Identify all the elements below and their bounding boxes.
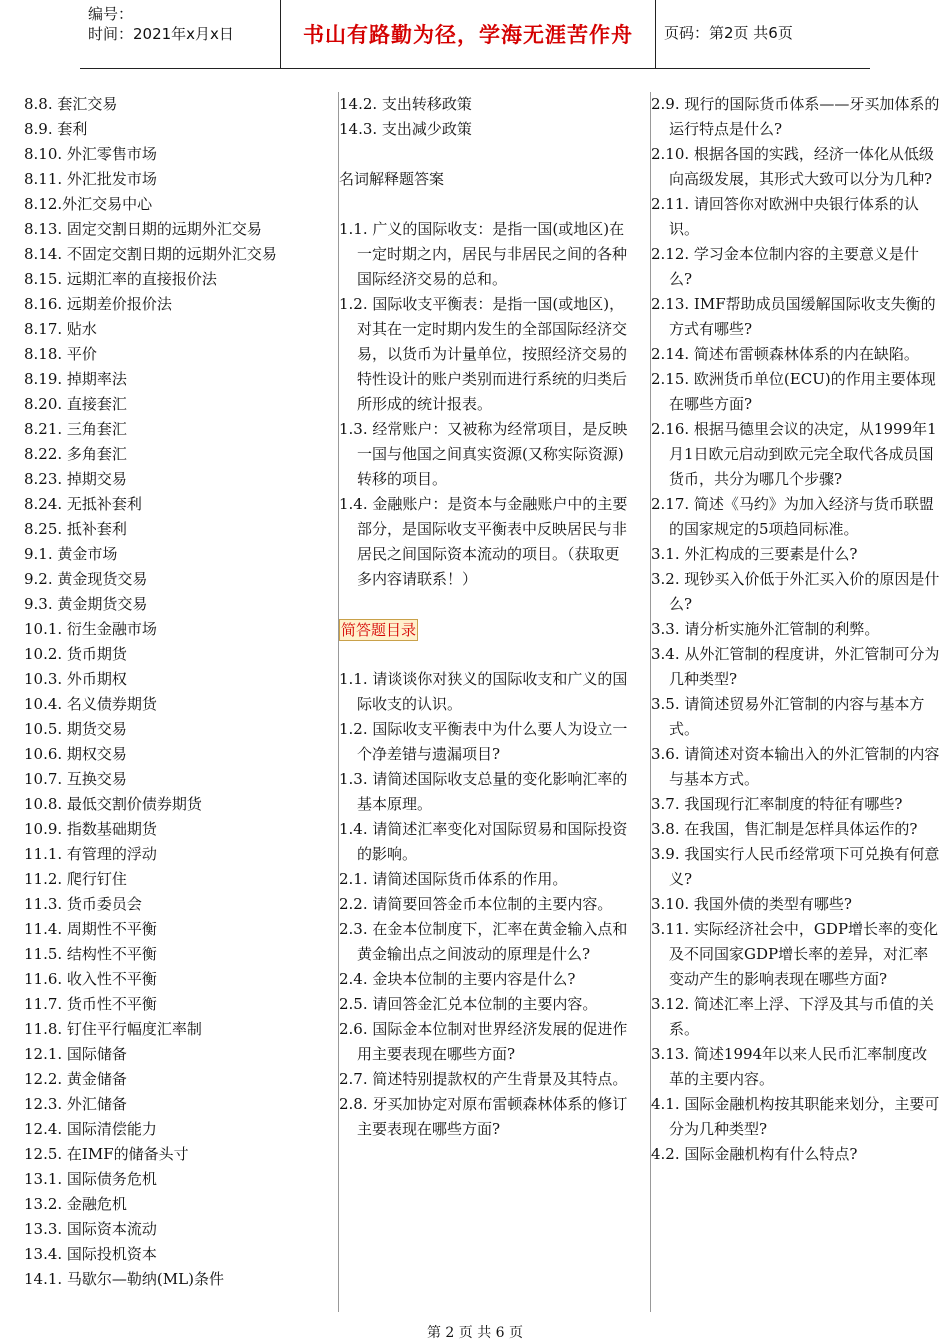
answers-list <box>339 217 629 592</box>
list-item: 14.3. 支出减少政策 <box>339 120 472 138</box>
list-item: 2.7. 简述特别提款权的产生背景及其特点。 <box>339 1070 628 1088</box>
list-item: 11.3. 货币委员会 <box>24 895 142 913</box>
list-item: 2.10. 根据各国的实践，经济一体化从低级向高级发展，其形式大致可以分为几种? <box>651 145 934 188</box>
list-item: 3.2. 现钞买入价低于外汇买入价的原因是什么? <box>651 570 940 613</box>
list-item: 2.4. 金块本位制的主要内容是什么? <box>339 970 576 988</box>
list-item: 1.4. 请简述汇率变化对国际贸易和国际投资的影响。 <box>339 820 628 863</box>
list-item: 14.2. 支出转移政策 <box>339 95 472 113</box>
list-item: 1.1. 请谈谈你对狭义的国际收支和广义的国际收支的认识。 <box>339 670 628 713</box>
number-label: 编号： <box>88 5 134 23</box>
list-item: 8.18. 平价 <box>24 345 97 363</box>
column-2 <box>338 92 629 1312</box>
short-answer-list <box>339 667 629 1142</box>
list-item: 8.24. 无抵补套利 <box>24 495 142 513</box>
list-item: 11.4. 周期性不平衡 <box>24 920 157 938</box>
list-item: 3.6. 请简述对资本输出入的外汇管制的内容与基本方式。 <box>651 745 940 788</box>
list-item: 14.1. 马歇尔—勒纳(ML)条件 <box>24 1270 224 1288</box>
list-item: 2.8. 牙买加协定对原布雷顿森林体系的修订主要表现在哪些方面? <box>339 1095 628 1138</box>
page-indicator: 页码：第2页 共6页 <box>664 24 793 42</box>
column-3 <box>650 92 941 1312</box>
list-item: 13.4. 国际投机资本 <box>24 1245 157 1263</box>
list-item: 2.13. IMF帮助成员国缓解国际收支失衡的方式有哪些? <box>651 295 936 338</box>
list-item: 8.12.外汇交易中心 <box>24 195 153 213</box>
list-item: 1.3. 请简述国际收支总量的变化影响汇率的基本原理。 <box>339 770 628 813</box>
list-item: 10.1. 衍生金融市场 <box>24 620 157 638</box>
list-item: 3.7. 我国现行汇率制度的特征有哪些? <box>651 795 903 813</box>
list-item: 8.21. 三角套汇 <box>24 420 127 438</box>
list-item: 2.6. 国际金本位制对世界经济发展的促进作用主要表现在哪些方面? <box>339 1020 628 1063</box>
list-item: 3.9. 我国实行人民币经常项下可兑换有何意义? <box>651 845 940 888</box>
list-item: 2.3. 在金本位制度下，汇率在黄金输入点和黄金输出点之间波动的原理是什么? <box>339 920 628 963</box>
list-item: 8.23. 掉期交易 <box>24 470 127 488</box>
list-item: 8.19. 掉期率法 <box>24 370 127 388</box>
list-item: 11.2. 爬行钉住 <box>24 870 127 888</box>
list-item: 4.2. 国际金融机构有什么特点? <box>651 1145 858 1163</box>
list-item: 3.12. 简述汇率上浮、下浮及其与币值的关系。 <box>651 995 934 1038</box>
list-item: 3.13. 简述1994年以来人民币汇率制度改革的主要内容。 <box>651 1045 928 1088</box>
list-item: 1.3. 经常账户：又被称为经常项目，是反映一国与他国之间真实资源(又称实际资源)转移的项目。 <box>339 420 628 488</box>
page-footer: 第 2 页 共 6 页 <box>426 1325 524 1341</box>
question-list <box>651 92 941 1167</box>
list-item: 3.1. 外汇构成的三要素是什么? <box>651 545 858 563</box>
list-item: 13.2. 金融危机 <box>24 1195 127 1213</box>
list-item: 8.11. 外汇批发市场 <box>24 170 157 188</box>
list-item: 8.20. 直接套汇 <box>24 395 127 413</box>
list-item: 11.7. 货币性不平衡 <box>24 995 157 1013</box>
list-item: 10.8. 最低交割价债券期货 <box>24 795 202 813</box>
list-item: 8.9. 套利 <box>24 120 88 138</box>
list-item: 2.14. 简述布雷顿森林体系的内在缺陷。 <box>651 345 919 363</box>
list-item: 1.1. 广义的国际收支：是指一国(或地区)在一定时期之内，居民与非居民之间的各种国际经济交易的总和。 <box>339 220 628 288</box>
list-item: 2.16. 根据马德里会议的决定，从1999年1月1日欧元启动到欧元完全取代各成员国货币，共分为哪几个步骤? <box>651 420 937 488</box>
list-item: 10.3. 外币期权 <box>24 670 127 688</box>
list-item: 8.22. 多角套汇 <box>24 445 127 463</box>
list-item: 11.1. 有管理的浮动 <box>24 845 157 863</box>
list-item: 8.17. 贴水 <box>24 320 97 338</box>
list-item: 10.6. 期权交易 <box>24 745 127 763</box>
list-item: 3.11. 实际经济社会中，GDP增长率的变化及不同国家GDP增长率的差异，对汇率变动产生的影响表现在哪些方面? <box>651 920 939 988</box>
list-item: 11.6. 收入性不平衡 <box>24 970 157 988</box>
list-item: 10.2. 货币期货 <box>24 645 127 663</box>
list-item: 1.2. 国际收支平衡表中为什么要人为设立一个净差错与遗漏项目? <box>339 720 628 763</box>
list-item: 8.25. 抵补套利 <box>24 520 127 538</box>
list-item: 8.14. 不固定交割日期的远期外汇交易 <box>24 245 277 263</box>
list-item: 2.1. 请简述国际货币体系的作用。 <box>339 870 568 888</box>
list-item: 8.10. 外汇零售市场 <box>24 145 157 163</box>
list-item: 10.9. 指数基础期货 <box>24 820 157 838</box>
list-item: 9.3. 黄金期货交易 <box>24 595 148 613</box>
list-item: 8.8. 套汇交易 <box>24 95 118 113</box>
list-item: 2.17. 简述《马约》为加入经济与货币联盟的国家规定的5项趋同标准。 <box>651 495 934 538</box>
motto: 书山有路勤为径，学海无涯苦作舟 <box>280 0 656 68</box>
list-item: 2.2. 请简要回答金币本位制的主要内容。 <box>339 895 613 913</box>
list-item: 3.4. 从外汇管制的程度讲，外汇管制可分为几种类型? <box>651 645 940 688</box>
list-item: 3.10. 我国外债的类型有哪些? <box>651 895 852 913</box>
list-item: 3.5. 请简述贸易外汇管制的内容与基本方式。 <box>651 695 925 738</box>
term-list-continued <box>339 92 629 142</box>
list-item: 2.12. 学习金本位制内容的主要意义是什么? <box>651 245 919 288</box>
list-item: 8.15. 远期汇率的直接报价法 <box>24 270 217 288</box>
list-item: 2.9. 现行的国际货币体系——牙买加体系的运行特点是什么? <box>651 95 940 138</box>
column-1 <box>24 92 314 1292</box>
list-item: 3.3. 请分析实施外汇管制的利弊。 <box>651 620 880 638</box>
term-list <box>24 92 314 1292</box>
list-item: 12.5. 在IMF的储备头寸 <box>24 1145 189 1163</box>
list-item: 13.1. 国际债务危机 <box>24 1170 157 1188</box>
list-item: 2.5. 请回答金汇兑本位制的主要内容。 <box>339 995 598 1013</box>
list-item: 8.13. 固定交割日期的远期外汇交易 <box>24 220 262 238</box>
list-item: 8.16. 远期差价报价法 <box>24 295 172 313</box>
list-item: 12.4. 国际清偿能力 <box>24 1120 157 1138</box>
list-item: 2.11. 请回答你对欧洲中央银行体系的认识。 <box>651 195 919 238</box>
list-item: 12.3. 外汇储备 <box>24 1095 127 1113</box>
list-item: 10.7. 互换交易 <box>24 770 127 788</box>
list-item: 11.5. 结构性不平衡 <box>24 945 157 963</box>
time-label: 时间：2021年x月x日 <box>88 25 234 43</box>
list-item: 10.4. 名义债券期货 <box>24 695 157 713</box>
page-header <box>80 0 870 69</box>
list-item: 13.3. 国际资本流动 <box>24 1220 157 1238</box>
list-item: 11.8. 钉住平行幅度汇率制 <box>24 1020 202 1038</box>
list-item: 2.15. 欧洲货币单位(ECU)的作用主要体现在哪些方面? <box>651 370 936 413</box>
list-item: 3.8. 在我国，售汇制是怎样具体运作的? <box>651 820 918 838</box>
list-item: 12.1. 国际储备 <box>24 1045 127 1063</box>
short-answer-heading[interactable]: 简答题目录 <box>341 621 417 639</box>
list-item: 1.4. 金融账户：是资本与金融账户中的主要部分，是国际收支平衡表中反映居民与非居民之间国际资本流动的项目。（获取更多内容请联系！） <box>339 495 628 588</box>
list-item: 1.2. 国际收支平衡表：是指一国(或地区)，对其在一定时期内发生的全部国际经济交易，以货币为计量单位，按照经济交易的特性设计的账户类别而进行系统的归类后所形成的统计报表。 <box>339 295 628 413</box>
list-item: 9.1. 黄金市场 <box>24 545 118 563</box>
answers-heading: 名词解释题答案 <box>339 170 445 188</box>
list-item: 9.2. 黄金现货交易 <box>24 570 148 588</box>
list-item: 4.1. 国际金融机构按其职能来划分，主要可分为几种类型? <box>651 1095 940 1138</box>
header-meta <box>88 4 234 44</box>
list-item: 12.2. 黄金储备 <box>24 1070 127 1088</box>
list-item: 10.5. 期货交易 <box>24 720 127 738</box>
